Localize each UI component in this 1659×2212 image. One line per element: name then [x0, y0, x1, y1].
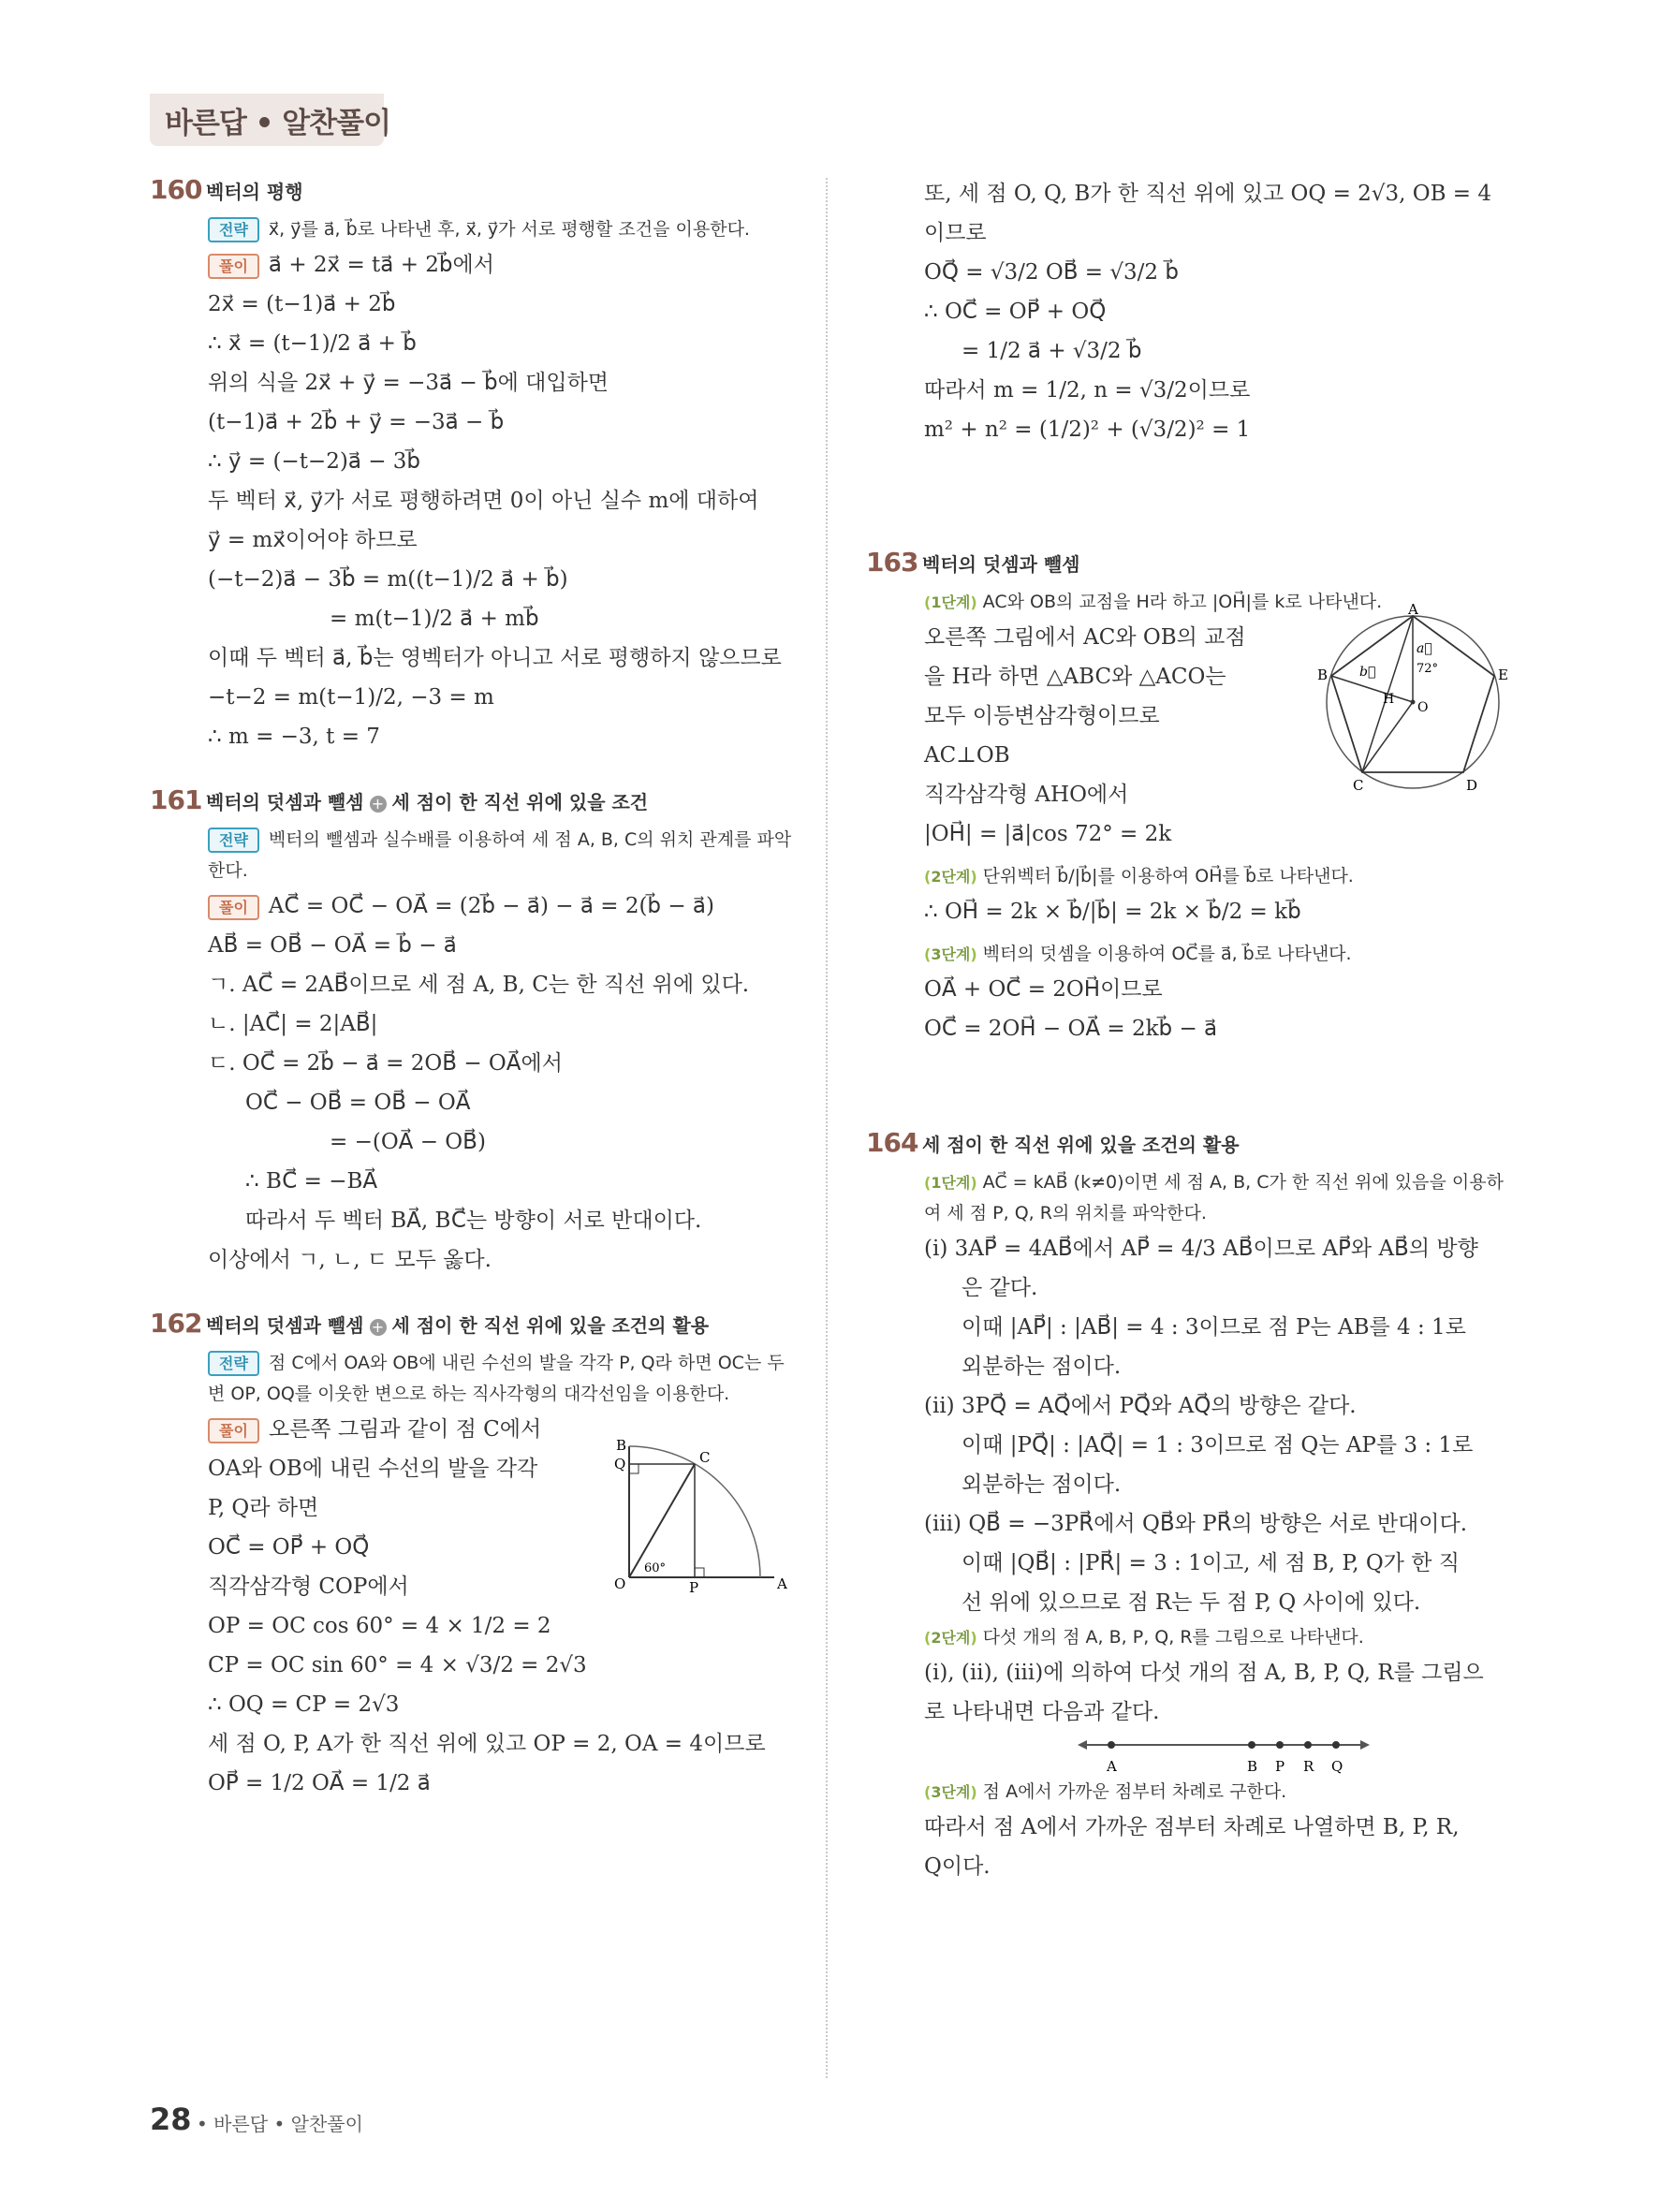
solution-line: (ⅰ) 3AP⃗ = 4AB⃗에서 AP⃗ = 4/3 AB⃗이므로 AP⃗와 AB⃗의 방향 [924, 1237, 1478, 1261]
label-vec-b: b⃗ [1359, 665, 1376, 680]
point-r [1304, 1741, 1312, 1749]
label-vec-a: a⃗ [1417, 641, 1432, 656]
solution-line: CP = OC sin 60° = 4 × √3/2 = 2√3 [208, 1653, 587, 1677]
label-a: A [777, 1575, 787, 1592]
solution-line: m² + n² = (1/2)² + (√3/2)² = 1 [924, 417, 1251, 442]
solution-line: |OH⃗| = |a⃗|cos 72° = 2k [924, 822, 1172, 846]
problem-title: 벡터의 덧셈과 뺄셈 [922, 553, 1080, 576]
solution-line: 오른쪽 그림과 같이 점 C에서 [268, 1417, 542, 1442]
solution-line: (t−1)a⃗ + 2b⃗ + y⃗ = −3a⃗ − b⃗ [208, 410, 505, 434]
solution-line: 따라서 두 벡터 BA⃗, BC⃗는 방향이 서로 반대이다. [245, 1209, 702, 1233]
solution-line: OC⃗ = 2OH⃗ − OA⃗ = 2kb⃗ − a⃗ [924, 1017, 1218, 1041]
step-text: 단위벡터 b⃗/|b⃗|를 이용하여 OH⃗를 b⃗로 나타낸다. [982, 866, 1354, 886]
number-line [1074, 1732, 1373, 1777]
strategy-text: 점 C에서 OA와 OB에 내린 수선의 발을 각각 P, Q라 하면 OC는 두 변 OP, OQ를 이웃한 변으로 하는 직사각형의 대각선임을 이용한다. [208, 1353, 785, 1404]
footer-label: • 바른답 • 알찬풀이 [197, 2113, 363, 2135]
problem-number: 161 [150, 784, 202, 815]
problem-number: 162 [150, 1308, 202, 1339]
solution-line: 또, 세 점 O, Q, B가 한 직선 위에 있고 OQ = 2√3, OB = 4 [924, 182, 1491, 206]
problem-number: 163 [866, 547, 918, 578]
label-h: H [1383, 692, 1395, 707]
vector-ob [1331, 676, 1413, 702]
solution-line: AC⃗ = OC⃗ − OA⃗ = (2b⃗ − a⃗) − a⃗ = 2(b⃗ − a⃗) [268, 894, 714, 918]
solution-line: OA⃗ + OC⃗ = 2OH⃗이므로 [924, 977, 1163, 1002]
strategy-tag: 전략 [208, 217, 259, 242]
solution-tag: 풀이 [208, 1418, 259, 1443]
point-a [1108, 1741, 1115, 1749]
solution-line: Q이다. [924, 1854, 991, 1879]
strategy-tag: 전략 [208, 1351, 259, 1376]
label-q: Q [1331, 1758, 1343, 1775]
solution-line: 이상에서 ㄱ, ㄴ, ㄷ 모두 옳다. [208, 1248, 492, 1272]
solution-line: 이때 |QB⃗| : |PR⃗| = 3 : 1이고, 세 점 B, P, Q가 한 직 [962, 1551, 1460, 1575]
solution-line: 두 벡터 x⃗, y⃗가 서로 평행하려면 0이 아닌 실수 m에 대하여 [208, 489, 759, 513]
label-d: D [1466, 777, 1478, 794]
solution-line: a⃗ + 2x⃗ = ta⃗ + 2b⃗에서 [268, 253, 494, 277]
problem-162-body [208, 1348, 805, 1803]
quarter-circle-figure [610, 1437, 798, 1596]
solution-line: ∴ m = −3, t = 7 [208, 725, 380, 749]
step-tag: ( 1단계 ) [924, 587, 977, 618]
solution-line: 로 나타내면 다음과 같다. [924, 1700, 1160, 1724]
solution-line: OC⃗ − OB⃗ = OB⃗ − OA⃗ [245, 1091, 471, 1115]
step-text: 점 A에서 가까운 점부터 차례로 구한다. [982, 1781, 1287, 1802]
left-column [150, 174, 805, 1803]
solution-line: (ⅱ) 3PQ⃗ = AQ⃗에서 PQ⃗와 AQ⃗의 방향은 같다. [924, 1394, 1357, 1418]
solution-line: 이때 두 벡터 a⃗, b⃗는 영벡터가 아니고 서로 평행하지 않으므로 [208, 646, 782, 670]
step-text: 벡터의 덧셈을 이용하여 OC⃗를 a⃗, b⃗로 나타낸다. [982, 944, 1352, 964]
solution-line: (ⅰ), (ⅱ), (ⅲ)에 의하여 다섯 개의 점 A, B, P, Q, R를 그림으 [924, 1661, 1484, 1685]
vector-oc [1362, 702, 1413, 772]
problem-subtitle: 세 점이 한 직선 위에 있을 조건 [391, 791, 649, 813]
solution-line: 외분하는 점이다. [962, 1355, 1122, 1379]
step-tag: ( 1단계 ) [924, 1167, 977, 1198]
label-o: O [1417, 700, 1429, 715]
problem-161-body [208, 825, 805, 1280]
solution-line: 따라서 m = 1/2, n = √3/2이므로 [924, 378, 1251, 403]
arrow-right-icon [1360, 1740, 1370, 1750]
plus-icon: + [370, 1319, 387, 1336]
solution-line: 따라서 점 A에서 가까운 점부터 차례로 나열하면 B, P, R, [924, 1815, 1460, 1839]
problem-161-header [150, 784, 805, 815]
strategy-tag: 전략 [208, 828, 259, 853]
solution-tag: 풀이 [208, 254, 259, 279]
label-angle: 60° [644, 1561, 667, 1575]
label-p: P [689, 1579, 699, 1596]
arrow-left-icon [1078, 1740, 1087, 1750]
label-b: B [1317, 667, 1329, 683]
solution-line: 세 점 O, P, A가 한 직선 위에 있고 OP = 2, OA = 4이므로 [208, 1732, 766, 1756]
solution-line: 이때 |PQ⃗| : |AQ⃗| = 1 : 3이므로 점 Q는 AP를 3 : 1로 [962, 1433, 1474, 1458]
solution-line: AC⊥OB [924, 743, 1010, 768]
solution-line: (ⅲ) QB⃗ = −3PR⃗에서 QB⃗와 PR⃗의 방향은 서로 반대이다. [924, 1512, 1468, 1536]
label-angle: 72° [1417, 662, 1439, 676]
label-q: Q [614, 1456, 626, 1472]
solution-line: 오른쪽 그림에서 AC와 OB의 교점 [924, 625, 1246, 650]
header-title: 바른답 • 알찬풀이 [165, 107, 391, 140]
strategy-text: x⃗, y⃗를 a⃗, b⃗로 나타낸 후, x⃗, y⃗가 서로 평행할 조건을 이용한다. [268, 219, 750, 240]
label-c: C [1353, 777, 1364, 794]
vector-oc [629, 1464, 695, 1577]
label-c: C [699, 1449, 711, 1466]
solution-line: ∴ x⃗ = (t−1)/2 a⃗ + b⃗ [208, 331, 417, 356]
solution-line: 직각삼각형 COP에서 [208, 1575, 409, 1599]
step-tag: ( 3단계 ) [924, 939, 977, 970]
solution-line: y⃗ = mx⃗이어야 하므로 [208, 528, 418, 552]
solution-line: OA와 OB에 내린 수선의 발을 각각 [208, 1457, 538, 1481]
solution-line: 모두 이등변삼각형이므로 [924, 704, 1160, 728]
solution-line: 이므로 [924, 221, 987, 245]
solution-line: OP = OC cos 60° = 4 × 1/2 = 2 [208, 1614, 551, 1638]
problem-title: 벡터의 덧셈과 뺄셈 [206, 1314, 364, 1337]
solution-line: ∴ OH⃗ = 2k × b⃗/|b⃗| = 2k × b⃗/2 = kb⃗ [924, 900, 1301, 924]
solution-line: ㄷ. OC⃗ = 2b⃗ − a⃗ = 2OB⃗ − OA⃗에서 [208, 1051, 563, 1076]
solution-line: 2x⃗ = (t−1)a⃗ + 2b⃗ [208, 292, 396, 316]
solution-tag: 풀이 [208, 895, 259, 920]
step-tag: ( 3단계 ) [924, 1777, 977, 1808]
step-tag: ( 2단계 ) [924, 861, 977, 892]
label-p: P [1275, 1758, 1285, 1775]
solution-line: 선 위에 있으므로 점 R는 두 점 P, Q 사이에 있다. [962, 1590, 1421, 1615]
solution-line: P, Q라 하면 [208, 1496, 319, 1520]
solution-line: (−t−2)a⃗ − 3b⃗ = m((t−1)/2 a⃗ + b⃗) [208, 567, 568, 592]
problem-number: 164 [866, 1127, 918, 1158]
column-divider [826, 178, 828, 2078]
step-tag: ( 2단계 ) [924, 1622, 977, 1653]
right-angle-p [695, 1568, 704, 1577]
solution-line: OP⃗ = 1/2 OA⃗ = 1/2 a⃗ [208, 1771, 431, 1795]
solution-line: = m(t−1)/2 a⃗ + mb⃗ [330, 607, 539, 631]
solution-line: 외분하는 점이다. [962, 1472, 1122, 1497]
solution-line: ㄴ. |AC⃗| = 2|AB⃗| [208, 1012, 378, 1036]
step-text: AC⃗ = kAB⃗ (k≠0)이면 세 점 A, B, C가 한 직선 위에 있음을 이용하여 세 점 P, Q, R의 위치를 파악한다. [924, 1172, 1504, 1223]
center-point [1411, 700, 1416, 705]
right-angle-q [629, 1464, 639, 1473]
problem-164-header [866, 1127, 1512, 1158]
label-b: B [616, 1437, 627, 1454]
solution-line: OC⃗ = OP⃗ + OQ⃗ [208, 1535, 370, 1560]
label-b: B [1247, 1758, 1258, 1775]
solution-line: ∴ BC⃗ = −BA⃗ [245, 1169, 378, 1194]
solution-line: = 1/2 a⃗ + √3/2 b⃗ [962, 339, 1142, 363]
solution-line: 을 H라 하면 △ABC와 △ACO는 [924, 665, 1226, 689]
pentagon-figure [1317, 601, 1514, 798]
solution-line: ∴ y⃗ = (−t−2)a⃗ − 3b⃗ [208, 449, 421, 474]
solution-line: 이때 |AP⃗| : |AB⃗| = 4 : 3이므로 점 P는 AB를 4 : 1로 [962, 1315, 1466, 1340]
problem-162-header [150, 1308, 805, 1339]
point-b [1248, 1741, 1255, 1749]
solution-line: 은 같다. [962, 1276, 1038, 1300]
label-o: O [614, 1575, 626, 1592]
label-a: A [1408, 601, 1418, 618]
problem-title: 벡터의 평행 [206, 181, 303, 203]
problem-number: 160 [150, 174, 202, 205]
label-e: E [1498, 667, 1508, 683]
label-a: A [1107, 1758, 1117, 1775]
solution-line: OQ⃗ = √3/2 OB⃗ = √3/2 b⃗ [924, 260, 1179, 285]
point-p [1276, 1741, 1284, 1749]
solution-line: ∴ OQ = CP = 2√3 [208, 1692, 400, 1717]
solution-line: −t−2 = m(t−1)/2, −3 = m [208, 685, 494, 710]
solution-line: ㄱ. AC⃗ = 2AB⃗이므로 세 점 A, B, C는 한 직선 위에 있다. [208, 973, 750, 997]
strategy-text: 벡터의 뺄셈과 실수배를 이용하여 세 점 A, B, C의 위치 관계를 파악한다. [208, 829, 792, 881]
solution-line: 직각삼각형 AHO에서 [924, 783, 1129, 807]
page-number: 28 [150, 2102, 192, 2137]
problem-160-body [208, 214, 805, 756]
label-r: R [1303, 1758, 1314, 1775]
solution-line: 위의 식을 2x⃗ + y⃗ = −3a⃗ − b⃗에 대입하면 [208, 371, 609, 395]
problem-title: 세 점이 한 직선 위에 있을 조건의 활용 [922, 1134, 1240, 1156]
step-text: 다섯 개의 점 A, B, P, Q, R를 그림으로 나타낸다. [982, 1627, 1364, 1648]
step-text: AC와 OB의 교점을 H라 하고 |OH⃗|를 k로 나타낸다. [982, 592, 1383, 612]
problem-title: 벡터의 덧셈과 뺄셈 [206, 791, 364, 813]
problem-164-body [924, 1167, 1512, 1886]
problem-163-header [866, 547, 1512, 578]
problem-160-header [150, 174, 805, 205]
solution-line: AB⃗ = OB⃗ − OA⃗ = b⃗ − a⃗ [208, 933, 457, 958]
solution-line: = −(OA⃗ − OB⃗) [330, 1130, 486, 1154]
problem-162-continued [924, 174, 1512, 449]
point-q [1332, 1741, 1340, 1749]
problem-163-body [924, 587, 1512, 1048]
solution-line: ∴ OC⃗ = OP⃗ + OQ⃗ [924, 300, 1107, 324]
right-column [866, 174, 1512, 1886]
plus-icon: + [370, 796, 387, 813]
problem-subtitle: 세 점이 한 직선 위에 있을 조건의 활용 [391, 1314, 710, 1337]
